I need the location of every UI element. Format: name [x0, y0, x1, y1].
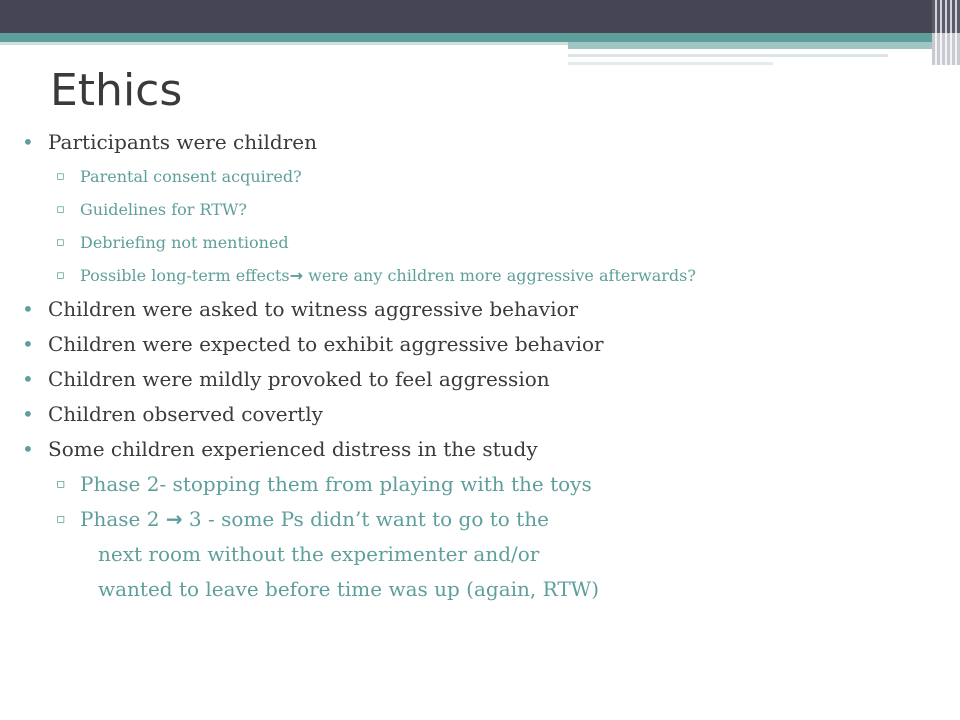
bullet-list — [22, 125, 942, 607]
sub-bullet-item: ▫ Parental consent acquired? — [22, 160, 942, 193]
bullet-item: • Children were expected to exhibit aggressive behavior — [22, 327, 942, 362]
header-accent-line — [568, 62, 773, 65]
sub-bullet-text: 3 - some Ps didn’t want to go to the — [182, 507, 549, 531]
sub-bullet-item — [22, 259, 942, 292]
sub-bullet-text: Possible long-term effects — [80, 266, 290, 285]
bullet-item: • Children were asked to witness aggressive behavior — [22, 292, 942, 327]
bullet-item: • Children were mildly provoked to feel aggression — [22, 362, 942, 397]
bullet-item: • Participants were children — [22, 125, 942, 160]
header-stripes — [932, 0, 960, 65]
header-teal-band-secondary — [568, 42, 932, 49]
header-accent-line — [0, 42, 568, 45]
sub-bullet-item: ▫ Debriefing not mentioned — [22, 226, 942, 259]
bullet-item: • Some children experienced distress in the study — [22, 432, 942, 467]
sub-bullet-item: ▫ Phase 2- stopping them from playing with the toys — [22, 467, 942, 502]
header-accent-line — [568, 54, 888, 57]
header-dark-band — [0, 0, 932, 33]
header-teal-band — [0, 33, 932, 42]
slide-content — [22, 125, 942, 607]
bullet-item: • Children observed covertly — [22, 397, 942, 432]
sub-bullet-text: were any children more aggressive afterwards? — [303, 266, 696, 285]
arrow-right-icon: → — [289, 266, 304, 285]
slide-title: Ethics — [50, 65, 183, 116]
sub-bullet-continuation: next room without the experimenter and/or — [98, 542, 540, 566]
sub-bullet-item — [22, 502, 942, 537]
sub-bullet-item: ▫ Guidelines for RTW? — [22, 193, 942, 226]
arrow-right-icon: → — [165, 507, 183, 531]
sub-bullet-text: Phase 2 — [80, 507, 166, 531]
sub-bullet-continuation: wanted to leave before time was up (again, RTW) — [98, 577, 600, 601]
